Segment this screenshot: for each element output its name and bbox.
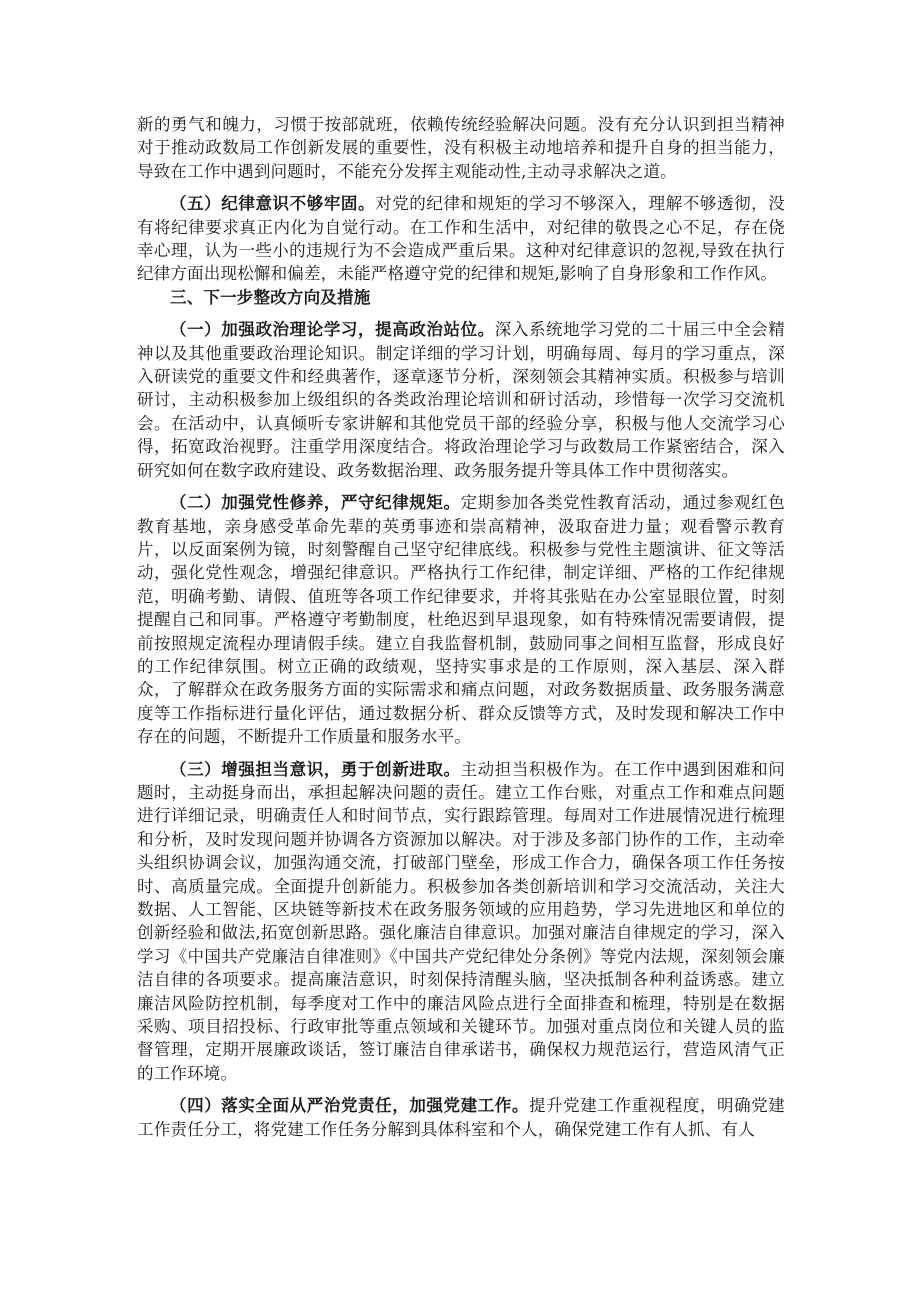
paragraph-body: 定期参加各类党性教育活动，通过参观红色教育基地，亲身感受革命先辈的英勇事迹和崇高精神，汲取奋进力量；观看警示教育片，以反面案例为镜，时刻警醒自己坚守纪律底线。积极参与党性主题演讲、征文等活动，强化党性观念，增强纪律意识。严格执行工作纪律，制定详细、严格的工作纪律规范，明确考勤、请假、值班等各项工作纪律要求，并将其张贴在办公室显眼位置，时刻提醒自己和同事。严格遵守考勤制度，杜绝迟到早退现象，如有特殊情况需要请假，提前按照规定流程办理请假手续。建立自我监督机制，鼓励同事之间相互监督，形成良好的工作纪律氛围。树立正确的政绩观，坚持实事求是的工作原则，深入基层、深入群众，了解群众在政务服务方面的实际需求和痛点问题，对政务数据质量、政务服务满意度等工作指标进行量化评估，通过数据分析、群众反馈等方式，及时发现和解决工作中存在的问题，不断提升工作质量和服务水平。: [137, 493, 785, 747]
paragraph-body: 主动担当积极作为。在工作中遇到困难和问题时，主动挺身而出，承担起解决问题的责任。建立工作台账，对重点工作和难点问题进行详细记录，明确责任人和时间节点，实行跟踪管理。每周对工作进展情况进行梳理和分析，及时发现问题并协调各方资源加以解决。对于涉及多部门协作的工作，主动牵头组织协调会议，加强沟通交流，打破部门壁垒，形成工作合力，确保各项工作任务按时、高质量完成。全面提升创新能力。积极参加各类创新培训和学习交流活动，关注大数据、人工智能、区块链等新技术在政务服务领域的应用趋势，学习先进地区和单位的创新经验和做法,拓宽创新思路。强化廉洁自律意识。加强对廉洁自律规定的学习，深入学习《中国共产党廉洁自律准则》《中国共产党纪律处分条例》等党内法规，深刻领会廉洁自律的各项要求。提高廉洁意识，时刻保持清醒头脑，坚决抵制各种利益诱惑。建立廉洁风险防控机制，每季度对工作中的廉洁风险点进行全面排查和梳理，特别是在数据采购、项目招投标、行政审批等重点领域和关键环节。加强对重点岗位和关键人员的监督管理，定期开展廉政谈话，签订廉洁自律承诺书，确保权力规范运行，营造风清气正的工作环境。: [137, 759, 785, 1083]
paragraph-lead: （一）加强政治理论学习，提高政治站位。: [170, 320, 495, 340]
paragraph-lead: （二）加强党性修养，严守纪律规矩。: [170, 493, 461, 513]
paragraph-party-building: [137, 1094, 785, 1141]
paragraph-continuation: 新的勇气和魄力，习惯于按部就班，依赖传统经验解决问题。没有充分认识到担当精神对于推动政数局工作创新发展的重要性，没有积极主动地培养和提升自身的担当能力，导致在工作中遇到问题时，不能充分发挥主观能动性,主动寻求解决之道。: [137, 115, 785, 181]
paragraph-political-theory: [137, 318, 785, 482]
document-page: [137, 113, 785, 1141]
section-heading: 三、下一步整改方向及措施: [170, 287, 371, 307]
paragraph-body: 提升党建工作重视程度，明确党建工作责任分工，将党建工作任务分解到具体科室和个人，确保党建工作有人抓、有人: [137, 1096, 786, 1139]
paragraph-responsibility: [137, 758, 785, 1086]
paragraph-body: 对党的纪律和规矩的学习不够深入，理解不够透彻，没有将纪律要求真正内化为自觉行动。在工作和生活中，对纪律的敬畏之心不足，存在侥幸心理，认为一些小的违规行为不会造成严重后果。这种对纪律意识的忽视,导致在执行纪律方面出现松懈和偏差，未能严格遵守党的纪律和规矩,影响了自身形象和工作作风。: [137, 194, 785, 284]
paragraph-party-spirit: [137, 491, 785, 748]
paragraph-body: 深入系统地学习党的二十届三中全会精神以及其他重要政治理论知识。制定详细的学习计划，明确每周、每月的学习重点，深入研读党的重要文件和经典著作，逐章逐节分析，深刻领会其精神实质。积极参与培训研讨，主动积极参加上级组织的各类政治理论培训和研讨活动，珍惜每一次学习交流机会。在活动中，认真倾听专家讲解和其他党员干部的经验分享，积极与他人交流学习心得，拓宽政治视野。注重学用深度结合。将政治理论学习与政数局工作紧密结合，深入研究如何在数字政府建设、政务数据治理、政务服务提升等具体工作中贯彻落实。: [137, 320, 785, 480]
paragraph-discipline-awareness: [137, 192, 785, 286]
paragraph-lead: （四）落实全面从严治党责任，加强党建工作。: [170, 1096, 529, 1116]
paragraph-lead: （三）增强担当意识，勇于创新进取。: [170, 759, 461, 779]
paragraph-lead: （五）纪律意识不够牢固。: [170, 194, 376, 214]
